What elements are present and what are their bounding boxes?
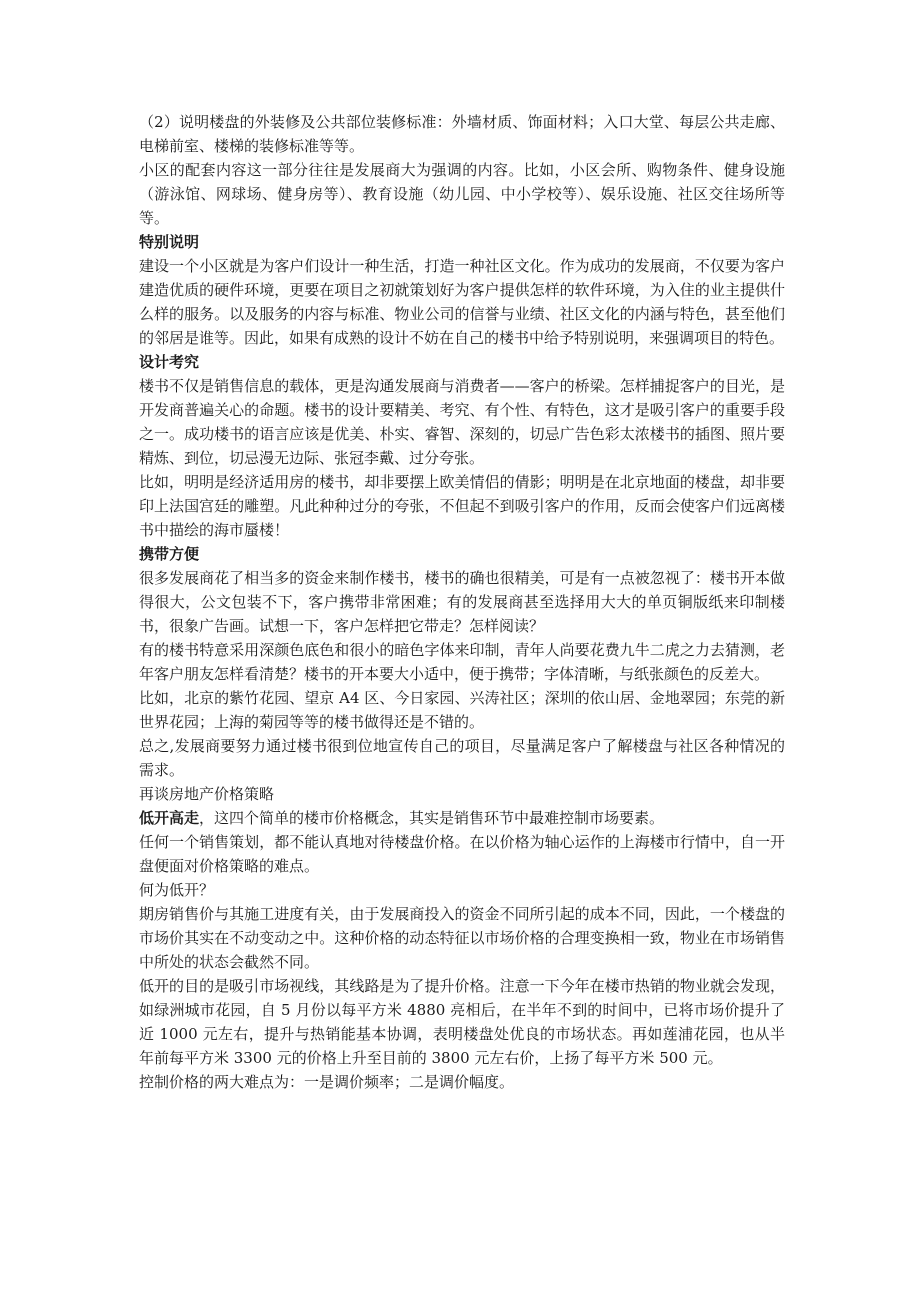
paragraph-low-open-rest: ，这四个简单的楼市价格概念，其实是销售环节中最难控制市场要素。: [199, 809, 665, 827]
paragraph-good-examples: 比如，北京的紫竹花园、望京 A4 区、今日家园、兴涛社区；深圳的依山居、金地翠园；东莞的新世界花园；上海的菊园等等的楼书做得还是不错的。: [139, 689, 785, 731]
bold-phrase-low-open-high-go: 低开高走: [139, 809, 200, 827]
section-title-pricing: 再谈房地产价格策略: [139, 785, 275, 803]
paragraph-font-contrast: 有的楼书特意采用深颜色底色和很小的暗色字体来印制，青年人尚要花费九牛二虎之力去猜测，老年客户朋友怎样看清楚？楼书的开本要大小适中，便于携带；字体清晰，与纸张颜色的反差大。: [139, 641, 785, 683]
paragraph-community-culture: 建设一个小区就是为客户们设计一种生活，打造一种社区文化。作为成功的发展商，不仅要为客户建造优质的硬件环境，更要在项目之初就策划好为客户提供怎样的软件环境，为入住的业主提供什么样的服务。以及服务的内容与标准、物业公司的信誉与业绩、社区文化的内涵与特色，甚至他们的邻居是谁等。因此，如果有成熟的设计不妨在自己的楼书中给予特别说明，来强调项目的特色。: [139, 257, 785, 347]
heading-special-notes: 特别说明: [139, 233, 200, 251]
paragraph-low-open-high-go: [139, 806, 785, 830]
paragraph-decoration-standards: （2）说明楼盘的外装修及公共部位装修标准：外墙材质、饰面材料；入口大堂、每层公共走廊、电梯前室、楼梯的装修标准等等。: [139, 113, 785, 155]
paragraph-two-difficulties: 控制价格的两大难点为：一是调价频率；二是调价幅度。: [139, 1073, 515, 1091]
document-page: [139, 110, 785, 1094]
paragraph-brochure-size: 很多发展商花了相当多的资金来制作楼书，楼书的确也很精美，可是有一点被忽视了：楼书开本做得很大，公文包装不下，客户携带非常困难；有的发展商甚至选择用大大的单页铜版纸来印制楼书，很象广告画。试想一下，客户怎样把它带走？怎样阅读？: [139, 569, 785, 635]
paragraph-summary: 总之,发展商要努力通过楼书很到位地宣传自己的项目，尽量满足客户了解楼盘与社区各种情况的需求。: [139, 737, 785, 779]
paragraph-exaggeration-example: 比如，明明是经济适用房的楼书，却非要摆上欧美情侣的倩影；明明是在北京地面的楼盘，却非要印上法国宫廷的雕塑。凡此种种过分的夸张，不但起不到吸引客户的作用，反而会使客户们远离楼书中描绘的海市蜃楼！: [139, 473, 785, 539]
paragraph-low-open-purpose: 低开的目的是吸引市场视线，其线路是为了提升价格。注意一下今年在楼市热销的物业就会发现，如绿洲城市花园，自 5 月份以每平方米 4880 亮相后，在半年不到的时间中，已将市场价提升了近 1000 元左右，提升与热销能基本协调，表明楼盘处优良的市场状态。再如莲浦花园，也从半年前每平方米 3300 元的价格上升至目前的 3800 元左右价，上扬了每平方米 500 元。: [139, 977, 785, 1067]
paragraph-brochure-design: 楼书不仅是销售信息的载体，更是沟通发展商与消费者——客户的桥梁。怎样捕捉客户的目光，是开发商普遍关心的命题。楼书的设计要精美、考究、有个性、有特色，这才是吸引客户的重要手段之一。成功楼书的语言应该是优美、朴实、睿智、深刻的，切忌广告色彩太浓楼书的插图、照片要精炼、到位，切忌漫无边际、张冠李戴、过分夸张。: [139, 377, 785, 467]
heading-portability: 携带方便: [139, 545, 200, 563]
paragraph-pricing-difficulty: 任何一个销售策划，都不能认真地对待楼盘价格。在以价格为轴心运作的上海楼市行情中，自一开盘便面对价格策略的难点。: [139, 833, 785, 875]
heading-design: 设计考究: [139, 353, 200, 371]
paragraph-community-facilities: 小区的配套内容这一部分往往是发展商大为强调的内容。比如，小区会所、购物条件、健身设施（游泳馆、网球场、健身房等）、教育设施（幼儿园、中小学校等）、娱乐设施、社区交往场所等等。: [139, 161, 785, 227]
paragraph-what-is-low-open: 何为低开？: [139, 881, 215, 899]
paragraph-presale-price: 期房销售价与其施工进度有关，由于发展商投入的资金不同所引起的成本不同，因此，一个楼盘的市场价其实在不动变动之中。这种价格的动态特征以市场价格的合理变换相一致，物业在市场销售中所处的状态会截然不同。: [139, 905, 785, 971]
